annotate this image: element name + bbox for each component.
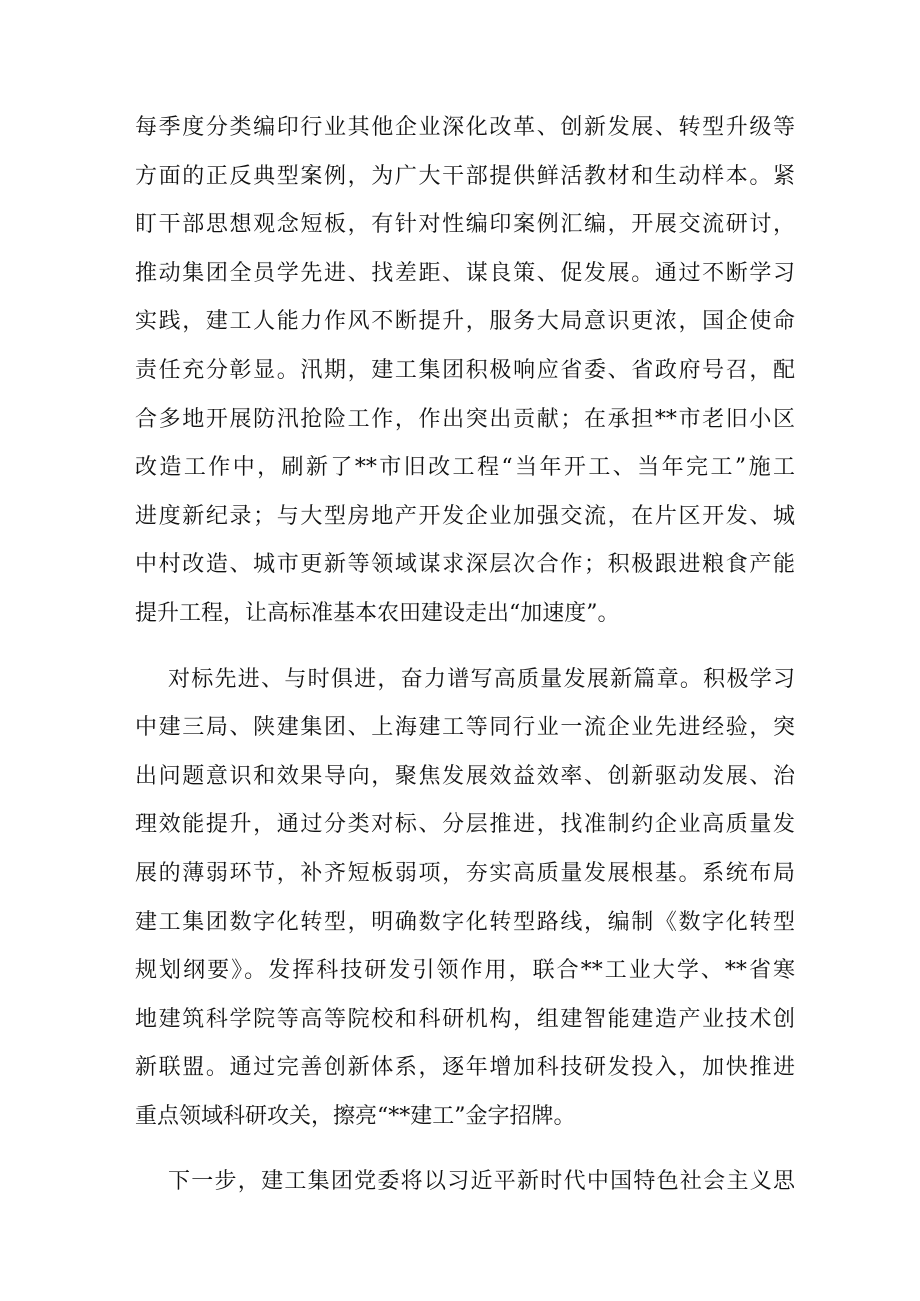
paragraph-line: 对标先进、与时俱进，奋力谱写高质量发展新篇章。积极学习 <box>168 666 795 692</box>
paragraph-line: 建工集团数字化转型，明确数字化转型路线，编制《数字化转型 <box>135 909 795 935</box>
paragraph-line: 盯干部思想观念短板，有针对性编印案例汇编，开展交流研讨， <box>135 212 795 238</box>
paragraph-line: 推动集团全员学先进、找差距、谋良策、促发展。通过不断学习 <box>135 260 795 286</box>
paragraph-line: 出问题意识和效果导向，聚焦发展效益效率、创新驱动发展、治 <box>135 763 795 789</box>
paragraph-line: 每季度分类编印行业其他企业深化改革、创新发展、转型升级等 <box>135 115 795 140</box>
paragraph-2 <box>135 656 795 1142</box>
paragraph-3 <box>135 1158 795 1207</box>
document-body <box>135 104 795 1207</box>
paragraph-line: 中建三局、陕建集团、上海建工等同行业一流企业先进经验，突 <box>135 715 795 741</box>
paragraph-spacer <box>135 639 795 656</box>
paragraph-spacer <box>135 1141 795 1158</box>
paragraph-line: 责任充分彰显。汛期，建工集团积极响应省委、省政府号召，配 <box>135 357 795 383</box>
paragraph-line: 中村改造、城市更新等领域谋求深层次合作；积极跟进粮食产能 <box>135 552 795 578</box>
paragraph-line: 展的薄弱环节，补齐短板弱项，夯实高质量发展根基。系统布局 <box>135 860 795 886</box>
paragraph-line: 实践，建工人能力作风不断提升，服务大局意识更浓，国企使命 <box>135 309 795 335</box>
paragraph-line: 提升工程，让高标准基本农田建设走出“加速度”。 <box>135 600 620 626</box>
paragraph-1 <box>135 104 795 639</box>
paragraph-line: 地建筑科学院等高等院校和科研机构，组建智能建造产业技术创 <box>135 1006 795 1032</box>
paragraph-line: 重点领域科研攻关，擦亮“**建工”金字招牌。 <box>135 1103 576 1129</box>
paragraph-line: 新联盟。通过完善创新体系，逐年增加科技研发投入，加快推进 <box>135 1055 795 1081</box>
paragraph-line: 改造工作中，刷新了**市旧改工程“当年开工、当年完工”施工 <box>135 455 795 481</box>
paragraph-line: 规划纲要》。发挥科技研发引领作用，联合**工业大学、**省寒 <box>135 958 795 984</box>
paragraph-line: 下一步，建工集团党委将以习近平新时代中国特色社会主义思 <box>168 1169 795 1195</box>
paragraph-line: 合多地开展防汛抢险工作，作出突出贡献；在承担**市老旧小区 <box>135 406 795 432</box>
paragraph-line: 进度新纪录；与大型房地产开发企业加强交流，在片区开发、城 <box>135 503 795 529</box>
paragraph-line: 理效能提升，通过分类对标、分层推进，找准制约企业高质量发 <box>135 812 795 838</box>
paragraph-line: 方面的正反典型案例，为广大干部提供鲜活教材和生动样本。紧 <box>135 163 795 189</box>
